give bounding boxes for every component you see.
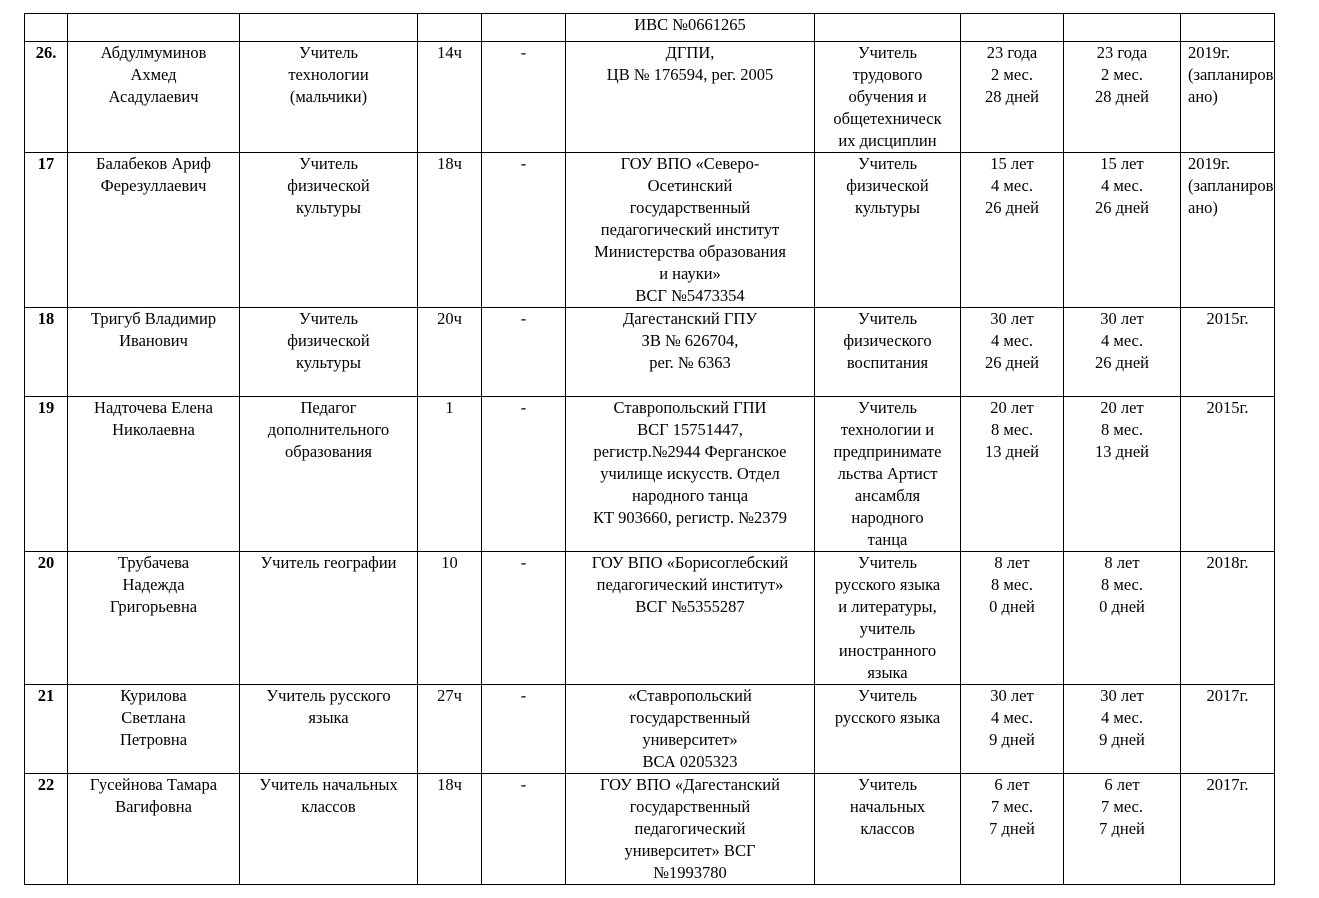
cell-num: 19 (25, 397, 68, 552)
cell-ped-exp: 30 лет 4 мес. 9 дней (1064, 685, 1181, 774)
cell-num: 22 (25, 774, 68, 885)
cell-total-exp: 30 лет 4 мес. 9 дней (961, 685, 1064, 774)
table-row (25, 552, 1275, 685)
cell-courses: 2015г. (1181, 308, 1275, 397)
cell-hours: 27ч (418, 685, 482, 774)
cell-num: 17 (25, 153, 68, 308)
cell-category: - (482, 552, 566, 685)
cell-position: Учитель физической культуры (240, 153, 418, 308)
cell-courses: 2017г. (1181, 774, 1275, 885)
cell-position: Учитель географии (240, 552, 418, 685)
cell-category: - (482, 308, 566, 397)
cell-position: Педагог дополнительного образования (240, 397, 418, 552)
cell-education: ГОУ ВПО «Дагестанский государственный педагогический университет» ВСГ №1993780 (566, 774, 815, 885)
cell-courses (1181, 14, 1275, 42)
table-row-continuation (25, 14, 1275, 42)
cell-total-exp: 23 года 2 мес. 28 дней (961, 42, 1064, 153)
cell-num: 21 (25, 685, 68, 774)
cell-courses: 2018г. (1181, 552, 1275, 685)
cell-ped-exp: 30 лет 4 мес. 26 дней (1064, 308, 1181, 397)
cell-specialty: Учитель начальных классов (815, 774, 961, 885)
cell-ped-exp: 6 лет 7 мес. 7 дней (1064, 774, 1181, 885)
cell-category: - (482, 42, 566, 153)
cell-name: Курилова Светлана Петровна (68, 685, 240, 774)
cell-name: Абдулмуминов Ахмед Асадулаевич (68, 42, 240, 153)
cell-specialty: Учитель физического воспитания (815, 308, 961, 397)
cell-specialty: Учитель русского языка и литературы, учитель иностранного языка (815, 552, 961, 685)
cell-hours: 20ч (418, 308, 482, 397)
cell-category: - (482, 685, 566, 774)
cell-name: Трубачева Надежда Григорьевна (68, 552, 240, 685)
cell-num: 20 (25, 552, 68, 685)
cell-education: ИВС №0661265 (566, 14, 815, 42)
table-row (25, 308, 1275, 397)
cell-courses: 2015г. (1181, 397, 1275, 552)
cell-courses: 2017г. (1181, 685, 1275, 774)
cell-education: ДГПИ, ЦВ № 176594, рег. 2005 (566, 42, 815, 153)
cell-category: - (482, 397, 566, 552)
cell-category: - (482, 153, 566, 308)
staff-table (24, 13, 1275, 885)
cell-position: Учитель технологии (мальчики) (240, 42, 418, 153)
cell-num: 26. (25, 42, 68, 153)
cell-courses: 2019г. (запланиров ано) (1181, 42, 1275, 153)
cell-name: Тригуб Владимир Иванович (68, 308, 240, 397)
cell-total-exp: 20 лет 8 мес. 13 дней (961, 397, 1064, 552)
cell-position (240, 14, 418, 42)
cell-hours: 10 (418, 552, 482, 685)
cell-education: «Ставропольский государственный университет» ВСА 0205323 (566, 685, 815, 774)
cell-hours: 14ч (418, 42, 482, 153)
table-row (25, 685, 1275, 774)
cell-num (25, 14, 68, 42)
cell-hours: 18ч (418, 153, 482, 308)
cell-education: Дагестанский ГПУ ЗВ № 626704, рег. № 6363 (566, 308, 815, 397)
cell-position: Учитель русского языка (240, 685, 418, 774)
cell-category: - (482, 774, 566, 885)
cell-ped-exp: 20 лет 8 мес. 13 дней (1064, 397, 1181, 552)
cell-ped-exp (1064, 14, 1181, 42)
cell-hours: 18ч (418, 774, 482, 885)
table-row (25, 397, 1275, 552)
cell-hours (418, 14, 482, 42)
cell-ped-exp: 23 года 2 мес. 28 дней (1064, 42, 1181, 153)
cell-name: Гусейнова Тамара Вагифовна (68, 774, 240, 885)
cell-name (68, 14, 240, 42)
cell-courses: 2019г. (запланиров ано) (1181, 153, 1275, 308)
cell-position: Учитель начальных классов (240, 774, 418, 885)
cell-specialty: Учитель трудового обучения и общетехническ их дисциплин (815, 42, 961, 153)
cell-specialty: Учитель русского языка (815, 685, 961, 774)
cell-name: Надточева Елена Николаевна (68, 397, 240, 552)
table-row (25, 153, 1275, 308)
cell-ped-exp: 15 лет 4 мес. 26 дней (1064, 153, 1181, 308)
cell-hours: 1 (418, 397, 482, 552)
cell-total-exp: 15 лет 4 мес. 26 дней (961, 153, 1064, 308)
cell-num: 18 (25, 308, 68, 397)
cell-position: Учитель физической культуры (240, 308, 418, 397)
cell-specialty: Учитель физической культуры (815, 153, 961, 308)
cell-total-exp: 8 лет 8 мес. 0 дней (961, 552, 1064, 685)
cell-total-exp (961, 14, 1064, 42)
cell-total-exp: 6 лет 7 мес. 7 дней (961, 774, 1064, 885)
cell-specialty: Учитель технологии и предпринимате льства Артист ансамбля народного танца (815, 397, 961, 552)
cell-total-exp: 30 лет 4 мес. 26 дней (961, 308, 1064, 397)
table-row (25, 774, 1275, 885)
cell-education: ГОУ ВПО «Северо- Осетинский государственный педагогический институт Министерства образования и науки» ВСГ №5473354 (566, 153, 815, 308)
cell-category (482, 14, 566, 42)
cell-ped-exp: 8 лет 8 мес. 0 дней (1064, 552, 1181, 685)
cell-education: Ставропольский ГПИ ВСГ 15751447, регистр.№2944 Ферганское училище искусств. Отдел народного танца КТ 903660, регистр. №2379 (566, 397, 815, 552)
cell-specialty (815, 14, 961, 42)
table-row (25, 42, 1275, 153)
cell-education: ГОУ ВПО «Борисоглебский педагогический институт» ВСГ №5355287 (566, 552, 815, 685)
cell-name: Балабеков Ариф Ферезуллаевич (68, 153, 240, 308)
